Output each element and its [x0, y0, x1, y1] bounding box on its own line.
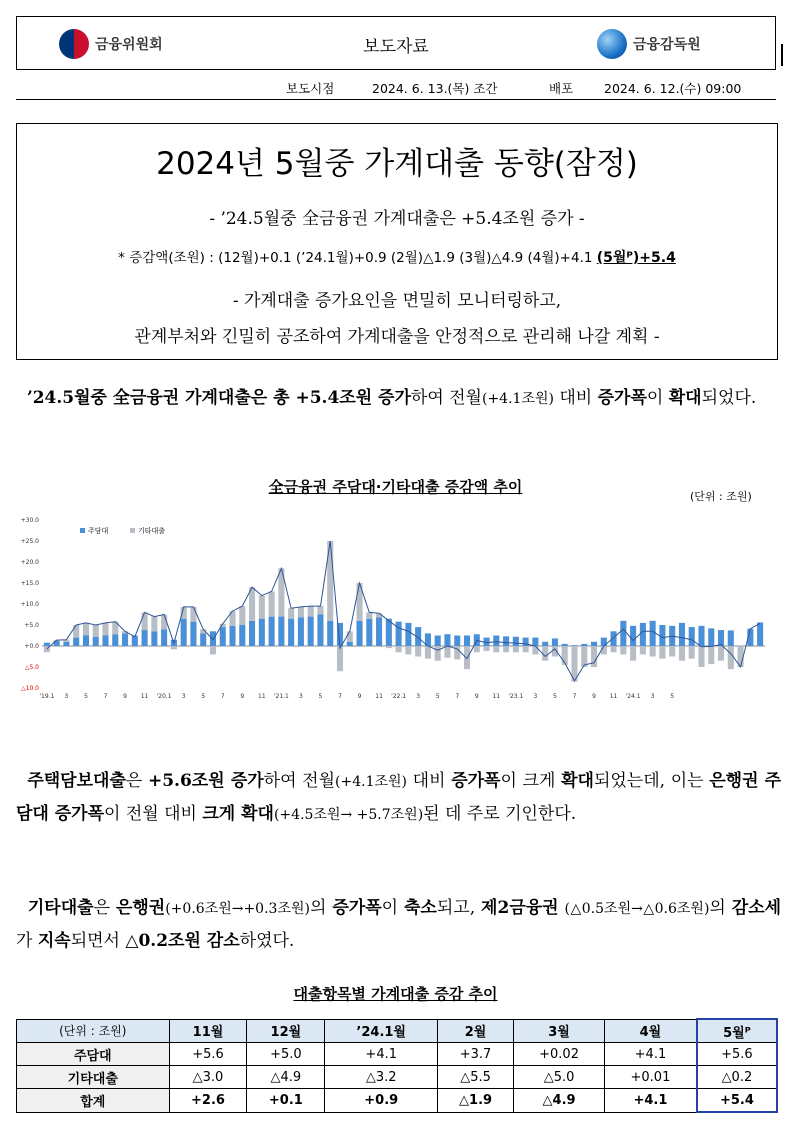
mortgage-bar — [503, 636, 509, 646]
other-loan-bar — [259, 596, 265, 619]
dist-value: 2024. 6. 12.(수) 09:00 — [604, 81, 742, 96]
p1-text3: 이 — [646, 388, 664, 408]
mortgage-bar — [112, 634, 118, 646]
mortgage-bar — [698, 626, 704, 646]
other-loan-bar — [386, 646, 392, 648]
other-loan-bar — [102, 623, 108, 636]
p1-text2: 대비 — [559, 388, 593, 408]
p2-bold2: +5.6조원 증가 — [147, 771, 264, 791]
mortgage-bar — [151, 631, 157, 646]
other-loan-bar — [718, 646, 724, 661]
policy-line-2: 관계부처와 긴밀히 공조하여 가계대출을 안정적으로 관리해 나갈 계획 - — [134, 327, 660, 347]
other-loan-bar — [269, 591, 275, 616]
x-tick-label: 7 — [455, 693, 460, 700]
p3-t2: 의 — [309, 898, 327, 918]
mortgage-bar — [142, 630, 148, 646]
other-loan-bar — [151, 617, 157, 632]
mortgage-bar — [591, 642, 597, 646]
mortgage-bar — [44, 643, 50, 646]
p2-bold4: 확대 — [561, 771, 594, 791]
table-cell: △0.2 — [697, 1066, 777, 1089]
table-cell: +0.02 — [514, 1043, 605, 1066]
x-tick-label: 7 — [220, 693, 225, 700]
other-loan-bar — [347, 631, 353, 642]
mortgage-bar — [454, 636, 460, 647]
x-tick-label: 3 — [64, 693, 69, 700]
p2-t4: 이 크게 — [500, 771, 556, 791]
other-loan-bar — [679, 646, 685, 661]
x-tick-label: '19.1 — [39, 693, 55, 700]
x-tick-label: 3 — [533, 693, 538, 700]
x-tick-label: '22.1 — [391, 693, 407, 700]
x-tick-label: '21.1 — [273, 693, 289, 700]
p3-t7: 되면서 — [70, 931, 120, 951]
y-tick-label: +25.0 — [20, 538, 39, 545]
mortgage-bar — [347, 642, 353, 646]
p2-t5: 되었는데, 이는 — [593, 771, 704, 791]
p2-t3: 대비 — [412, 771, 446, 791]
other-loan-bar — [171, 646, 177, 649]
p2-t1: 은 — [125, 771, 143, 791]
mortgage-bar — [689, 627, 695, 646]
x-tick-label: 7 — [103, 693, 108, 700]
loan-change-chart — [20, 508, 770, 708]
x-tick-label: 3 — [650, 693, 655, 700]
mortgage-bar — [288, 619, 294, 646]
mortgage-bar — [611, 631, 617, 646]
legend-swatch-mortgage — [80, 528, 85, 533]
x-tick-label: 9 — [123, 693, 127, 700]
p3-bold7: 지속 — [37, 931, 71, 951]
other-loan-bar — [425, 646, 431, 659]
table-title-text: 대출항목별 가계대출 증감 추이 — [293, 985, 498, 1003]
mortgage-bar — [366, 619, 372, 646]
mortgage-bar — [630, 626, 636, 646]
row-header: 합계 — [17, 1089, 170, 1113]
p3-t1: 은 — [93, 898, 110, 918]
col-header: 2월 — [438, 1019, 514, 1043]
y-tick-label: +0.0 — [24, 643, 39, 650]
row-header: 기타대출 — [17, 1066, 170, 1089]
x-tick-label: 9 — [240, 693, 245, 700]
other-loan-bar — [337, 646, 343, 671]
p3-t8: 하였다. — [239, 931, 295, 951]
press-header — [16, 16, 776, 70]
legend-swatch-other — [130, 528, 135, 533]
mortgage-bar — [718, 630, 724, 646]
other-loan-bar — [366, 612, 372, 618]
mortgage-bar — [190, 622, 196, 646]
table-corner: (단위 : 조원) — [17, 1019, 170, 1043]
paragraph-other-loans — [16, 892, 781, 957]
policy-line-1: - 가계대출 증가요인을 면밀히 모니터링하고, — [232, 291, 562, 311]
p2-t2: 하여 전월 — [263, 771, 336, 791]
table-cell: △5.5 — [438, 1066, 514, 1089]
text-cursor — [781, 44, 783, 66]
x-tick-label: 3 — [416, 693, 421, 700]
p2-t7: 된 데 주로 기인한다. — [423, 804, 577, 824]
other-loan-bar — [142, 612, 148, 630]
p3-paren: (+0.6조원→+0.3조원) — [165, 901, 310, 917]
fss-logo — [597, 29, 701, 59]
p3-bold: 기타대출 — [27, 898, 94, 918]
col-header: ’24.1월 — [325, 1019, 438, 1043]
other-loan-bar — [669, 646, 675, 657]
col-header: 11월 — [169, 1019, 247, 1043]
table-cell: +3.7 — [438, 1043, 514, 1066]
chart-title — [0, 476, 791, 497]
mortgage-bar — [552, 638, 558, 646]
y-tick-label: +30.0 — [20, 517, 39, 524]
p2-paren2: (+4.5조원→ +5.7조원) — [273, 807, 424, 823]
p2-bold5: 은행권 주담대 증가폭 — [16, 771, 782, 824]
mortgage-bar — [308, 617, 314, 646]
p3-t5: 의 — [709, 898, 726, 918]
other-loan-bar — [757, 646, 763, 647]
table-cell: +5.4 — [697, 1089, 777, 1113]
release-label: 보도시점 — [286, 81, 335, 96]
release-value: 2024. 6. 13.(목) 조간 — [372, 81, 498, 96]
col-header: 3월 — [514, 1019, 605, 1043]
other-loan-bar — [405, 646, 411, 654]
x-tick-label: 3 — [181, 693, 186, 700]
p3-paren2: (△0.5조원→△0.6조원) — [564, 901, 710, 917]
x-tick-label: 9 — [357, 693, 362, 700]
p3-t4: 되고, — [436, 898, 476, 918]
p2-bold6: 크게 확대 — [202, 804, 274, 824]
y-tick-label: +10.0 — [20, 601, 39, 608]
other-loan-bar — [308, 606, 314, 617]
monthly-change-text: * 증감액(조원) : (12월)+0.1 (’24.1월)+0.9 (2월)△1.9 (3월)△4.9 (4월)+4.1 — [118, 250, 593, 266]
dist-label: 배포 — [549, 81, 574, 96]
mortgage-bar — [405, 623, 411, 646]
mortgage-bar — [102, 636, 108, 647]
mortgage-bar — [181, 619, 187, 646]
other-loan-bar — [503, 646, 509, 652]
table-cell: △5.0 — [514, 1066, 605, 1089]
mortgage-bar — [728, 630, 734, 646]
other-loan-bar — [689, 646, 695, 659]
fss-globe-icon — [597, 29, 627, 59]
fss-name: 금융감독원 — [633, 37, 701, 53]
y-tick-label: △5.0 — [24, 664, 39, 671]
p3-bold4: 축소 — [404, 898, 437, 918]
p3-bold2: 은행권 — [115, 898, 166, 918]
mortgage-bar — [327, 621, 333, 646]
paragraph-mortgage — [16, 765, 781, 831]
x-tick-label: 9 — [592, 693, 596, 700]
table-cell: △3.2 — [325, 1066, 438, 1089]
mortgage-bar — [435, 636, 441, 647]
mortgage-bar — [83, 636, 89, 647]
x-tick-label: 5 — [201, 693, 206, 700]
y-tick-label: +15.0 — [20, 580, 39, 587]
divider — [16, 99, 776, 100]
mortgage-bar — [640, 623, 646, 646]
x-tick-label: 9 — [474, 693, 479, 700]
x-tick-label: 11 — [492, 693, 501, 700]
mortgage-bar — [444, 634, 450, 646]
x-tick-label: 5 — [84, 693, 88, 700]
mortgage-bar — [562, 644, 568, 646]
mortgage-bar — [708, 628, 714, 646]
mortgage-bar — [93, 637, 99, 646]
mortgage-bar — [63, 642, 69, 646]
other-loan-bar — [493, 646, 499, 652]
x-tick-label: 3 — [298, 693, 303, 700]
other-loan-bar — [650, 646, 656, 657]
summary-box — [16, 123, 778, 360]
press-release-label: 보도자료 — [363, 37, 429, 57]
fsc-name: 금융위원회 — [95, 37, 163, 53]
mortgage-bar — [220, 627, 226, 646]
x-tick-label: 11 — [258, 693, 266, 700]
x-tick-label: '20.1 — [156, 693, 172, 700]
table-cell: +0.9 — [325, 1089, 438, 1113]
loan-change-table — [16, 1018, 778, 1113]
mortgage-bar — [757, 622, 763, 646]
other-loan-bar — [317, 606, 323, 614]
other-loan-bar — [239, 606, 245, 625]
table-cell: △3.0 — [169, 1066, 247, 1089]
other-loan-bar — [210, 646, 216, 654]
mortgage-bar — [532, 638, 538, 646]
table-cell: +5.6 — [169, 1043, 247, 1066]
mortgage-bar — [464, 636, 470, 647]
mortgage-bar — [542, 642, 548, 646]
mortgage-bar — [210, 631, 216, 646]
x-tick-label: 5 — [318, 693, 323, 700]
other-loan-bar — [288, 608, 294, 619]
table-row-total — [17, 1089, 778, 1113]
p3-t3: 이 — [381, 898, 399, 918]
other-loan-bar — [484, 646, 490, 651]
mortgage-bar — [581, 644, 587, 646]
mortgage-bar — [249, 621, 255, 646]
mortgage-bar — [73, 638, 79, 646]
monthly-change-highlight: (5월ᴾ)+5.4 — [596, 250, 676, 266]
x-tick-label: '23.1 — [508, 693, 524, 700]
p1-text4: 되었다. — [701, 388, 757, 408]
other-loan-bar — [415, 646, 421, 657]
table-header-row — [17, 1019, 778, 1043]
mortgage-bar — [650, 621, 656, 646]
table-cell: +2.6 — [169, 1089, 247, 1113]
other-loan-bar — [396, 646, 402, 652]
p2-bold3: 증가폭 — [451, 771, 501, 791]
table-row — [17, 1066, 778, 1089]
other-loan-bar — [190, 607, 196, 622]
other-loan-bar — [542, 646, 548, 661]
other-loan-bar — [93, 625, 99, 637]
table-cell: △1.9 — [438, 1089, 514, 1113]
other-loan-bar — [659, 646, 665, 659]
other-loan-bar — [532, 646, 538, 654]
col-header: 12월 — [247, 1019, 325, 1043]
y-tick-label: +20.0 — [20, 559, 39, 566]
monthly-change-note — [17, 246, 777, 267]
other-loan-bar — [620, 646, 626, 654]
mortgage-bar — [161, 629, 167, 646]
mortgage-bar — [278, 617, 284, 646]
p2-paren: (+4.1조원) — [335, 774, 407, 790]
other-loan-bar — [298, 607, 304, 618]
y-tick-label: △10.0 — [21, 685, 39, 692]
mortgage-bar — [679, 623, 685, 646]
table-cell: +0.01 — [605, 1066, 697, 1089]
table-row — [17, 1043, 778, 1066]
x-tick-label: 5 — [553, 693, 557, 700]
other-loan-bar — [513, 646, 519, 652]
x-tick-label: 7 — [338, 693, 342, 700]
p1-text: 하여 전월 — [410, 388, 482, 408]
mortgage-bar — [396, 622, 402, 646]
x-tick-label: 5 — [435, 693, 440, 700]
paragraph-overview — [16, 382, 781, 415]
other-loan-bar — [611, 646, 617, 652]
other-loan-bar — [132, 646, 138, 647]
mortgage-bar — [298, 617, 304, 646]
p1-bold: ’24.5월중 全금융권 가계대출은 총 +5.4조원 증가 — [26, 388, 411, 408]
other-loan-bar — [630, 646, 636, 661]
mortgage-bar — [259, 619, 265, 646]
legend-label-other: 기타대출 — [138, 527, 166, 535]
mortgage-bar — [122, 633, 128, 646]
p1-bold3: 확대 — [668, 388, 702, 408]
mortgage-bar — [357, 621, 363, 646]
p2-bold: 주택담보대출 — [27, 771, 126, 791]
table-cell: +5.6 — [697, 1043, 777, 1066]
table-cell: +4.1 — [605, 1043, 697, 1066]
x-tick-label: 7 — [572, 693, 577, 700]
other-loan-bar — [591, 646, 597, 667]
other-loan-bar — [83, 623, 89, 636]
other-loan-bar — [474, 646, 480, 652]
x-tick-label: 11 — [375, 693, 383, 700]
p1-paren: (+4.1조원) — [481, 391, 554, 407]
chart-title-text: 全금융권 주담대·기타대출 증감액 추이 — [268, 478, 523, 496]
x-tick-label: 11 — [609, 693, 618, 700]
p3-bold5: 제2금융권 — [481, 898, 559, 918]
x-tick-label: 5 — [670, 693, 675, 700]
mortgage-bar — [571, 645, 577, 646]
table-cell: +4.1 — [325, 1043, 438, 1066]
y-tick-label: +5.0 — [24, 622, 39, 629]
other-loan-bar — [73, 625, 79, 638]
table-cell: +0.1 — [247, 1089, 325, 1113]
p1-bold2: 증가폭 — [597, 388, 647, 408]
col-header: 4월 — [605, 1019, 697, 1043]
row-header: 주담대 — [17, 1043, 170, 1066]
table-title — [0, 983, 791, 1004]
mortgage-bar — [493, 636, 499, 647]
other-loan-bar — [728, 646, 734, 669]
page-title: 2024년 5월중 가계대출 동향(잠정) — [156, 146, 638, 182]
col-header-latest: 5월ᴾ — [697, 1019, 777, 1043]
mortgage-bar — [620, 621, 626, 646]
table-cell: +4.1 — [605, 1089, 697, 1113]
table-cell: +5.0 — [247, 1043, 325, 1066]
total-line — [47, 541, 760, 681]
p3-bold3: 증가폭 — [332, 898, 382, 918]
p3-bold8: △0.2조원 감소 — [125, 931, 240, 951]
other-loan-bar — [435, 646, 441, 661]
mortgage-bar — [659, 625, 665, 646]
other-loan-bar — [444, 646, 450, 658]
x-tick-label: 11 — [140, 693, 149, 700]
mortgage-bar — [239, 625, 245, 646]
table-cell: △4.9 — [514, 1089, 605, 1113]
mortgage-bar — [376, 617, 382, 646]
mortgage-bar — [229, 626, 235, 646]
x-tick-label: '24.1 — [625, 693, 641, 700]
mortgage-bar — [513, 637, 519, 646]
p3-bold6: 감소세 — [731, 898, 782, 918]
chart-unit: (단위 : 조원) — [690, 490, 752, 503]
mortgage-bar — [200, 633, 206, 646]
legend-label-mortgage: 주담대 — [88, 527, 109, 535]
mortgage-bar — [269, 617, 275, 646]
summary-subtitle: - ’24.5월중 全금융권 가계대출은 +5.4조원 증가 - — [209, 209, 585, 229]
mortgage-bar — [317, 615, 323, 647]
p2-t6: 이 전월 대비 — [104, 804, 197, 824]
other-loan-bar — [708, 646, 714, 664]
table-cell: △4.9 — [247, 1066, 325, 1089]
other-loan-bar — [698, 646, 704, 667]
other-loan-bar — [523, 646, 529, 652]
other-loan-bar — [581, 646, 587, 667]
other-loan-bar — [640, 646, 646, 654]
p3-t6: 가 — [16, 931, 33, 951]
